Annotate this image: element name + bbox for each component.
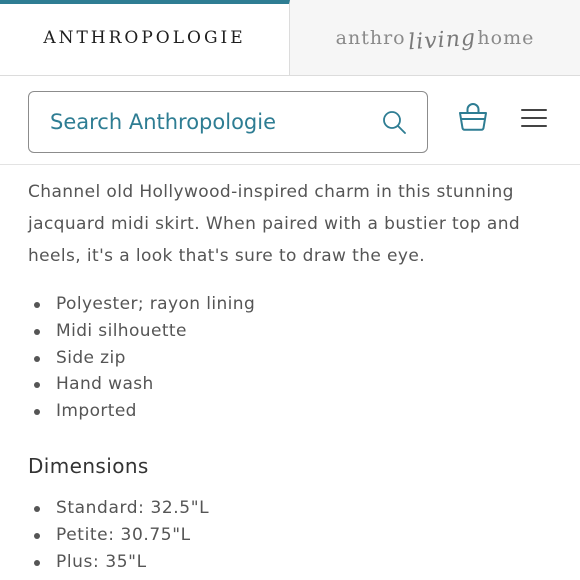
hamburger-menu-icon[interactable] bbox=[521, 107, 547, 129]
brand-tabs bbox=[0, 0, 580, 76]
anthroliving-logo-suffix: home bbox=[477, 26, 535, 49]
feature-list bbox=[28, 291, 558, 425]
anthroliving-logo bbox=[335, 25, 535, 56]
list-item: Imported bbox=[28, 398, 558, 425]
list-item: Petite: 30.75"L bbox=[28, 522, 558, 549]
anthropologie-logo: ANTHROPOLOGIE bbox=[43, 27, 246, 48]
list-item: Plus: 35"L bbox=[28, 549, 558, 576]
list-item: Polyester; rayon lining bbox=[28, 291, 558, 318]
search-box[interactable] bbox=[28, 91, 428, 153]
list-item: Hand wash bbox=[28, 371, 558, 398]
header-bar bbox=[0, 76, 580, 165]
shopping-bag-icon[interactable] bbox=[457, 101, 489, 133]
list-item: Midi silhouette bbox=[28, 318, 558, 345]
list-item: Standard: 32.5"L bbox=[28, 495, 558, 522]
anthroliving-logo-prefix: anthro bbox=[335, 26, 406, 49]
anthroliving-logo-script: living bbox=[407, 25, 477, 56]
tab-anthropologie[interactable] bbox=[0, 0, 290, 75]
search-icon[interactable] bbox=[381, 109, 407, 135]
list-item: Side zip bbox=[28, 345, 558, 372]
product-details bbox=[28, 176, 558, 575]
search-input[interactable] bbox=[29, 101, 372, 143]
dimensions-heading: Dimensions bbox=[28, 453, 149, 478]
dimensions-list bbox=[28, 495, 558, 575]
tab-anthroliving[interactable] bbox=[290, 0, 580, 75]
product-description: Channel old Hollywood-inspired charm in this stunning jacquard midi skirt. When paired with a bustier top and heels, it's a look that's sure to draw the eye. bbox=[28, 182, 521, 266]
